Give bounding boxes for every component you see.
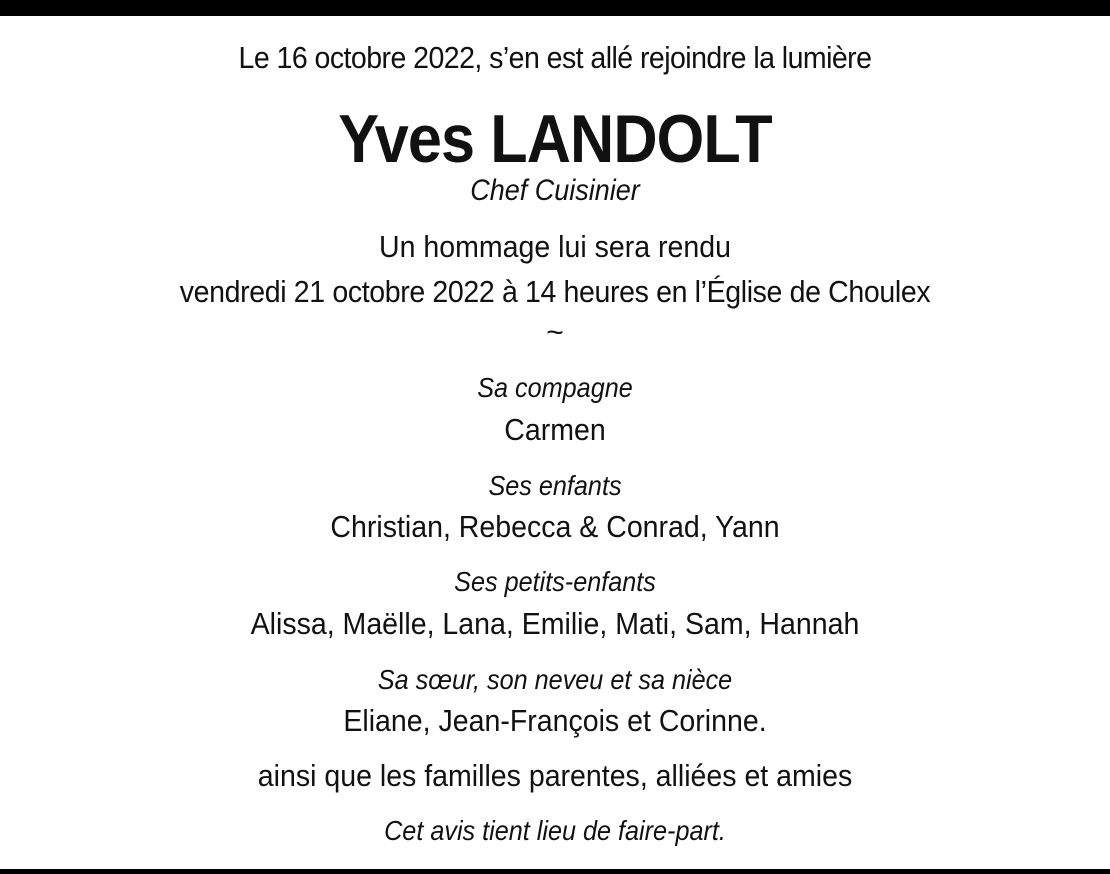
separator-tilde: ~ [546,316,564,349]
tribute-line-2: vendredi 21 octobre 2022 à 14 heures en l’Église de Choulex [179,274,931,309]
family-group-heading-siblings: Sa sœur, son neveu et sa nièce [377,664,733,695]
extended-families-line: ainsi que les familles parentes, alliées et amies [257,758,853,793]
tribute-line-1: Un hommage lui sera rendu [379,229,731,264]
announcement-intro: Le 16 octobre 2022, s’en est allé rejoindre la lumière [238,40,872,75]
deceased-profession: Chef Cuisinier [470,174,640,207]
top-border-rule [0,0,1110,16]
family-group-heading-partner: Sa compagne [477,372,633,403]
family-group-names-partner: Carmen [504,412,606,447]
deceased-name: Yves LANDOLT [338,101,772,177]
family-group-names-siblings: Eliane, Jean-François et Corinne. [343,703,767,738]
family-group-heading-grandchildren: Ses petits-enfants [454,566,656,597]
family-group-names-grandchildren: Alissa, Maëlle, Lana, Emilie, Mati, Sam, Hannah [250,606,860,641]
bottom-border-rule [0,869,1110,874]
family-group-heading-children: Ses enfants [488,470,622,501]
notice-line: Cet avis tient lieu de faire-part. [384,815,726,846]
family-group-names-children: Christian, Rebecca & Conrad, Yann [330,509,780,544]
